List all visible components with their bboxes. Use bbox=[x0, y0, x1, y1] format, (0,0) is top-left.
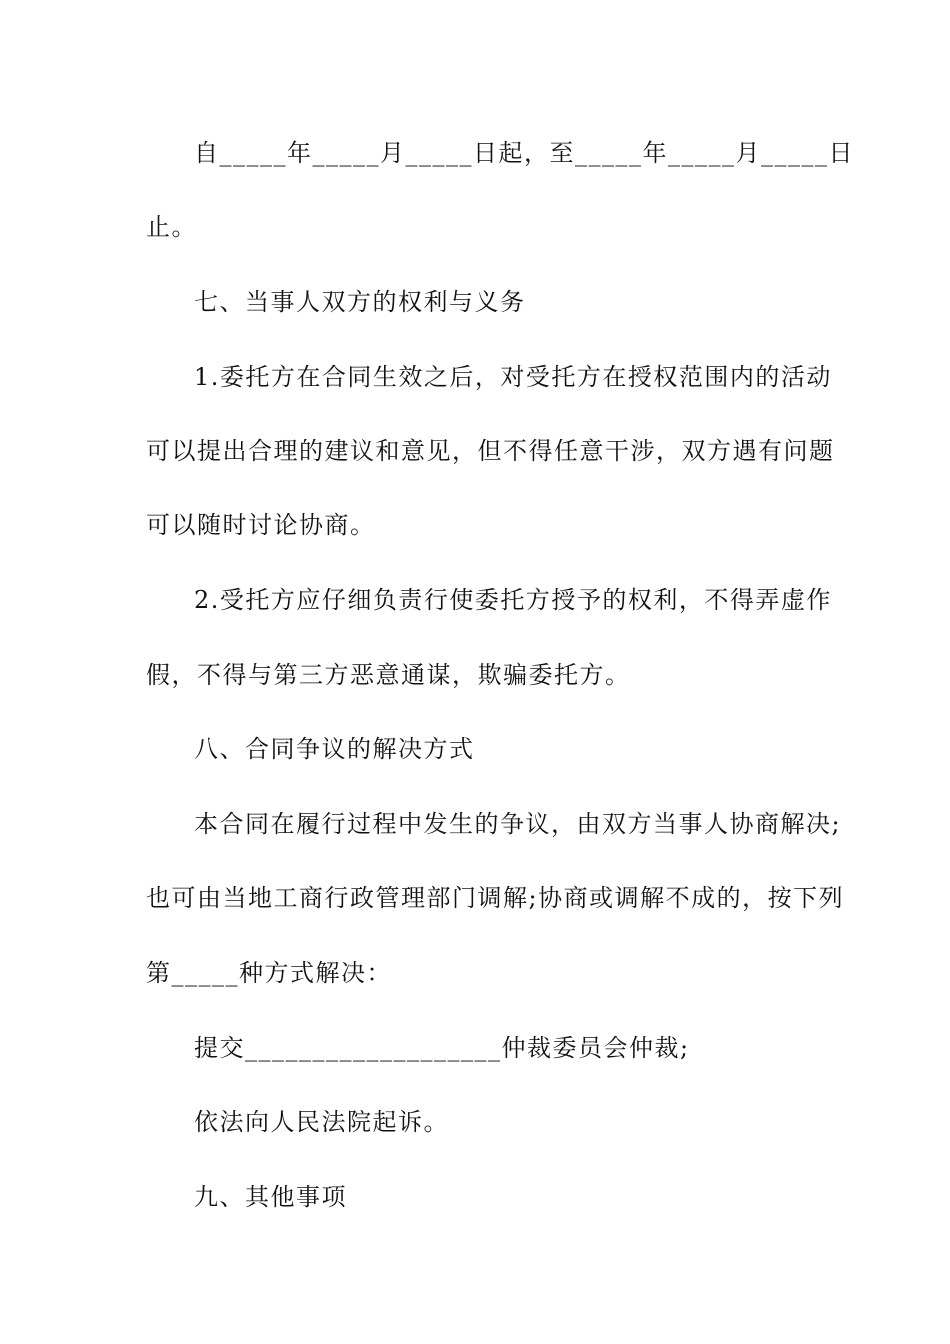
clause-2-line-2: 假，不得与第三方恶意通谋，欺骗委托方。 bbox=[146, 661, 631, 689]
dispute-paragraph-line-1: 本合同在履行过程中发生的争议，由双方当事人协商解决; bbox=[194, 810, 842, 838]
section-heading-rights-obligations: 七、当事人双方的权利与义务 bbox=[194, 288, 526, 316]
section-heading-dispute-resolution: 八、合同争议的解决方式 bbox=[194, 735, 475, 763]
clause-1-line-1: 1.委托方在合同生效之后，对受托方在授权范围内的活动 bbox=[194, 363, 832, 391]
section-heading-other-matters: 九、其他事项 bbox=[194, 1183, 347, 1211]
litigation-option: 依法向人民法院起诉。 bbox=[194, 1108, 449, 1136]
clause-2-line-1: 2.受托方应仔细负责行使委托方授予的权利，不得弄虚作 bbox=[194, 586, 832, 614]
term-period-line: 自_____年_____月_____日起，至_____年_____月_____日 bbox=[194, 139, 854, 167]
clause-1-line-3: 可以随时讨论协商。 bbox=[146, 511, 376, 539]
dispute-paragraph-line-2: 也可由当地工商行政管理部门调解;协商或调解不成的，按下列 bbox=[146, 884, 845, 912]
arbitration-option: 提交___________________仲裁委员会仲裁; bbox=[194, 1034, 690, 1062]
clause-1-line-2: 可以提出合理的建议和意见，但不得任意干涉，双方遇有问题 bbox=[146, 437, 835, 465]
term-period-line-end: 止。 bbox=[146, 213, 197, 241]
dispute-paragraph-line-3: 第_____种方式解决： bbox=[146, 959, 392, 987]
